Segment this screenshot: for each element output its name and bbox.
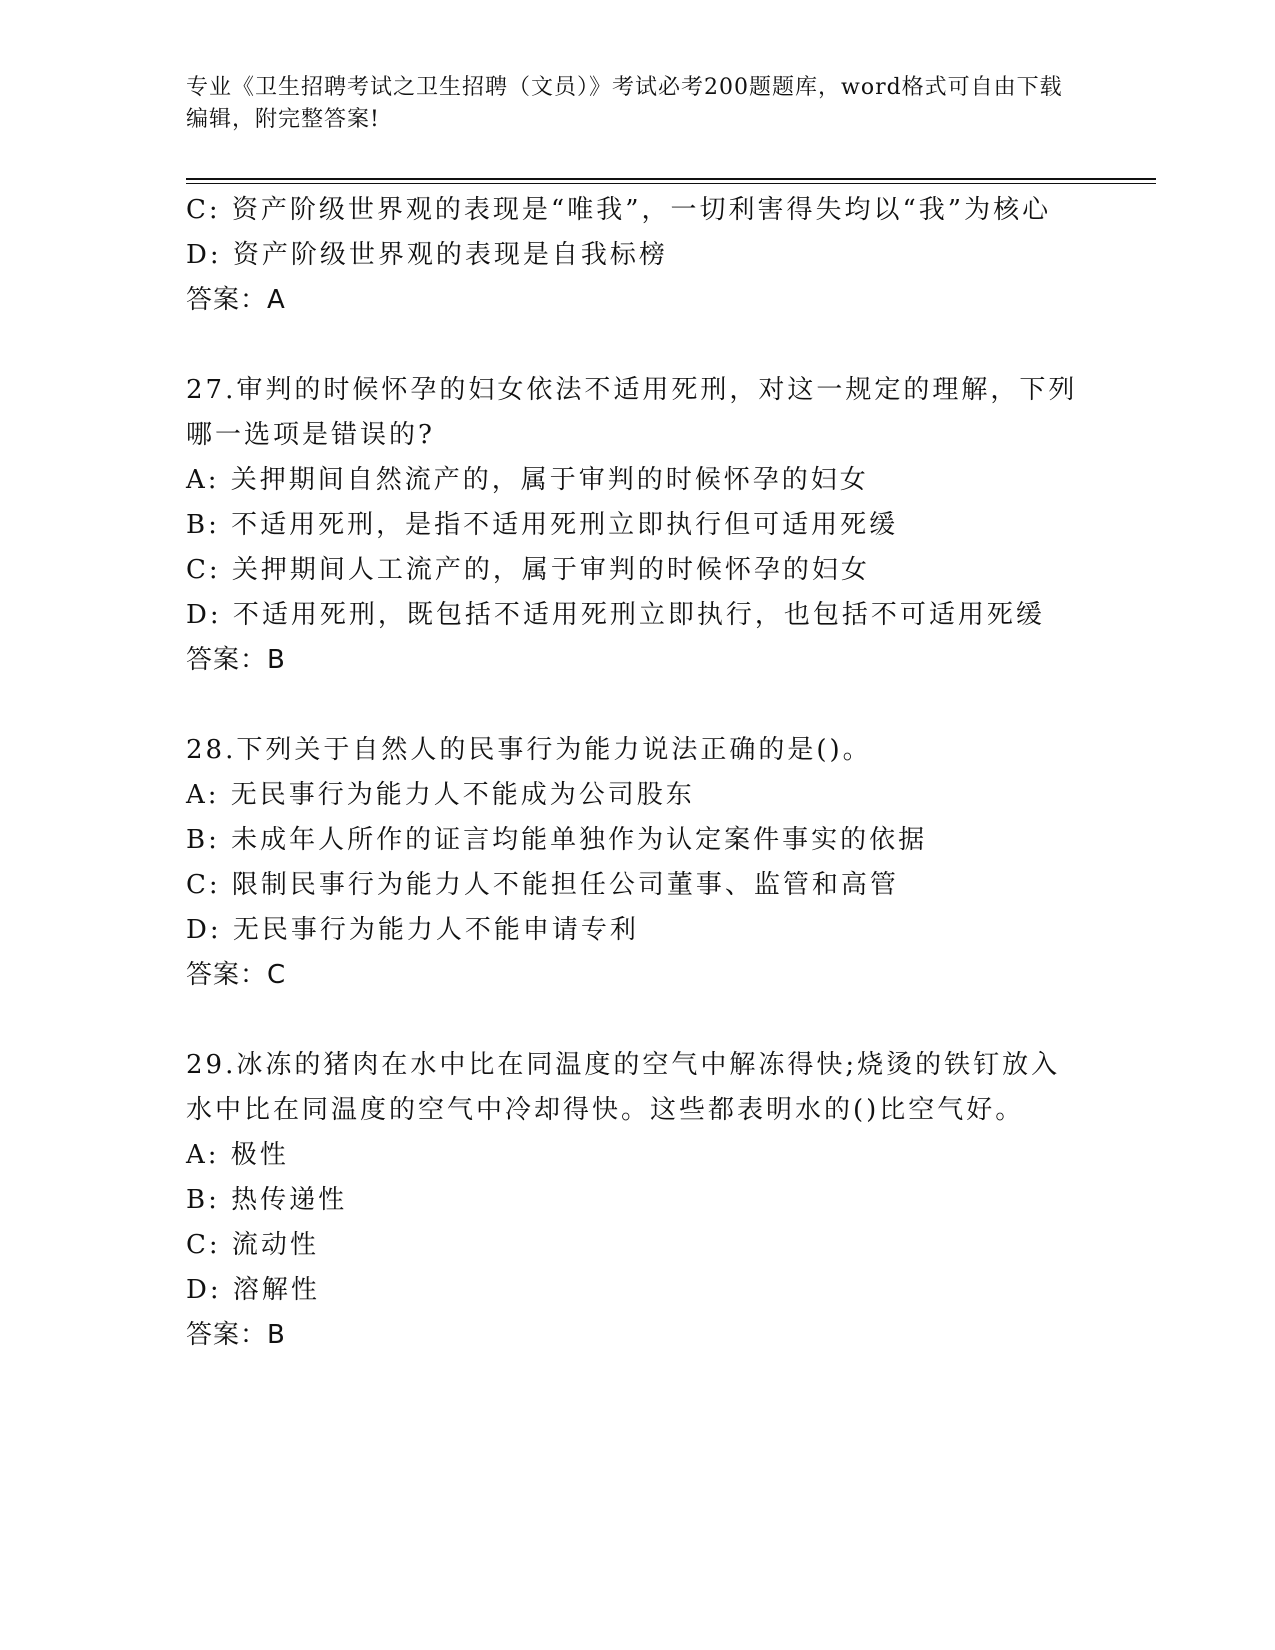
question-28-block bbox=[186, 728, 1086, 998]
header-divider-thick bbox=[186, 178, 1156, 180]
spacer bbox=[186, 323, 1086, 368]
answer: 答案：B bbox=[186, 645, 286, 675]
option-b: B: 热传递性 bbox=[186, 1185, 348, 1215]
answer: 答案：B bbox=[186, 1320, 286, 1350]
option-a: A: 极性 bbox=[186, 1140, 289, 1170]
prev-question-block bbox=[186, 188, 1086, 323]
option-a: A: 关押期间自然流产的，属于审判的时候怀孕的妇女 bbox=[186, 465, 869, 495]
option-a: A: 无民事行为能力人不能成为公司股东 bbox=[186, 780, 695, 810]
option-d: D: 溶解性 bbox=[186, 1275, 320, 1305]
option-b: B: 不适用死刑，是指不适用死刑立即执行但可适用死缓 bbox=[186, 510, 899, 540]
option-d: D: 无民事行为能力人不能申请专利 bbox=[186, 915, 639, 945]
option-b: B: 未成年人所作的证言均能单独作为认定案件事实的依据 bbox=[186, 825, 928, 855]
question-content bbox=[186, 188, 1086, 1358]
option-d: D: 不适用死刑，既包括不适用死刑立即执行，也包括不可适用死缓 bbox=[186, 600, 1045, 630]
answer: 答案：A bbox=[186, 285, 286, 315]
spacer bbox=[186, 998, 1086, 1043]
answer: 答案：C bbox=[186, 960, 287, 990]
option-d: D: 资产阶级世界观的表现是自我标榜 bbox=[186, 240, 668, 270]
option-c: C: 资产阶级世界观的表现是“唯我”，一切利害得失均以“我”为核心 bbox=[186, 195, 1052, 225]
option-c: C: 关押期间人工流产的，属于审判的时候怀孕的妇女 bbox=[186, 555, 870, 585]
page-header: 专业《卫生招聘考试之卫生招聘（文员）》考试必考200题题库，word格式可自由下载编辑，附完整答案! bbox=[186, 75, 1063, 132]
spacer bbox=[186, 683, 1086, 728]
question-text: 29.冰冻的猪肉在水中比在同温度的空气中解冻得快;烧烫的铁钉放入水中比在同温度的空气中冷却得快。这些都表明水的()比空气好。 bbox=[186, 1050, 1061, 1125]
question-text: 27.审判的时候怀孕的妇女依法不适用死刑，对这一规定的理解，下列哪一选项是错误的? bbox=[186, 375, 1078, 450]
option-c: C: 流动性 bbox=[186, 1230, 319, 1260]
question-text: 28.下列关于自然人的民事行为能力说法正确的是()。 bbox=[186, 735, 872, 765]
option-c: C: 限制民事行为能力人不能担任公司董事、监管和高管 bbox=[186, 870, 899, 900]
question-27-block bbox=[186, 368, 1086, 683]
question-29-block bbox=[186, 1043, 1086, 1358]
header-divider-thin bbox=[186, 183, 1156, 184]
